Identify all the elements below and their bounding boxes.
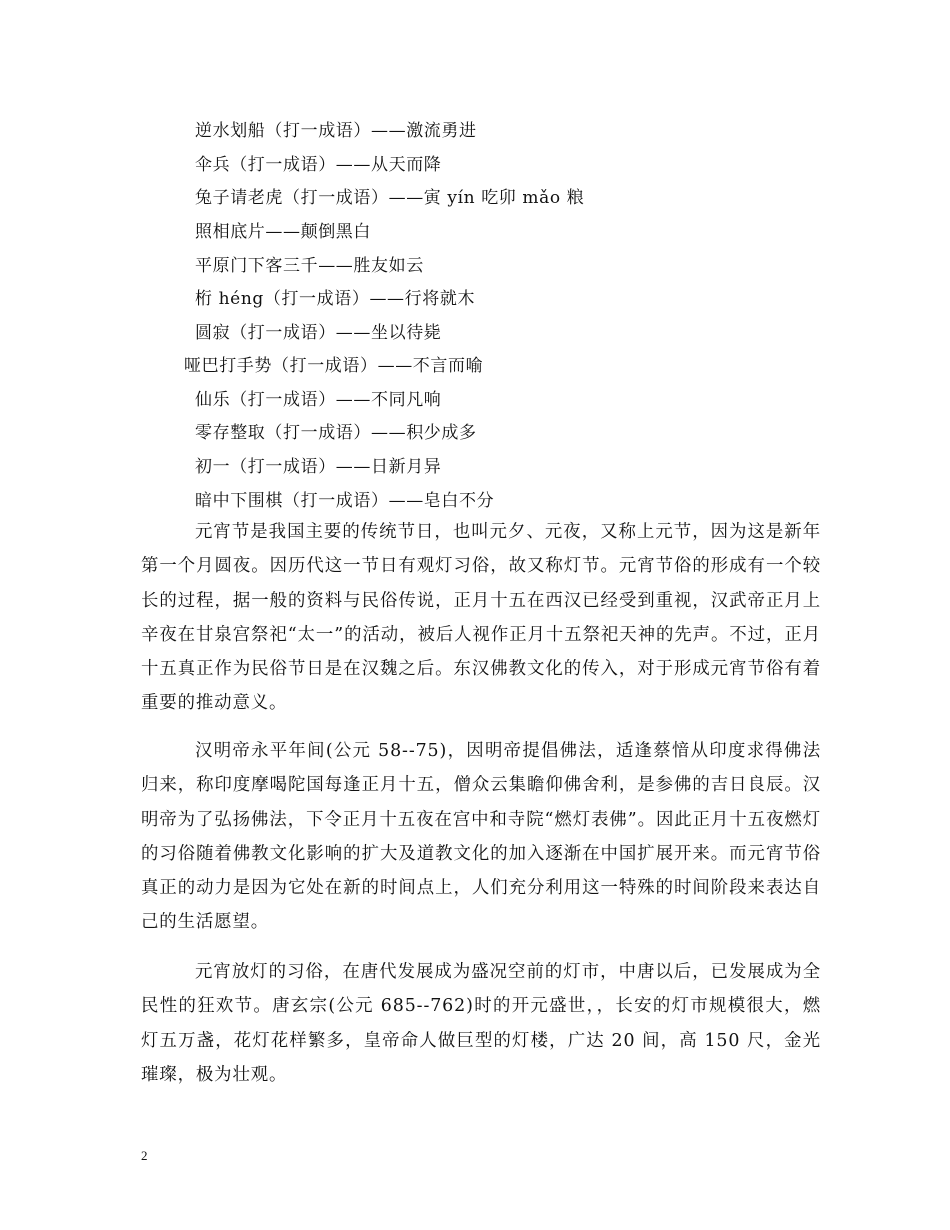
- riddle-line: 兔子请老虎（打一成语）——寅 yín 吃卯 mǎo 粮: [195, 188, 585, 208]
- body-paragraph: [141, 955, 821, 1092]
- paragraph-text: 汉明帝永平年间(公元 58--75)，因明帝提倡佛法，适逢蔡愔从印度求得佛法归来，称印度摩喝陀国每逢正月十五，僧众云集瞻仰佛舍利，是参佛的吉日良辰。汉明帝为了弘扬佛法，下令正月十五夜在宫中和寺院“燃灯表佛”。因此正月十五夜燃灯的习俗随着佛教文化影响的扩大及道教文化的加入逐渐在中国扩展开来。而元宵节俗真正的动力是因为它处在新的时间点上，人们充分利用这一特殊的时间阶段来表达自己的生活愿望。: [141, 741, 821, 933]
- body-paragraph: [141, 734, 821, 940]
- riddle-line: 逆水划船（打一成语）——激流勇进: [195, 121, 477, 141]
- riddle-line: 桁 héng（打一成语）——行将就木: [195, 289, 476, 309]
- page-number: 2: [141, 1148, 148, 1163]
- riddle-line: 零存整取（打一成语）——积少成多: [195, 423, 477, 443]
- paragraph-text: 元宵放灯的习俗，在唐代发展成为盛况空前的灯市，中唐以后，已发展成为全民性的狂欢节。唐玄宗(公元 685--762)时的开元盛世，，长安的灯市规模很大，燃灯五万盏，花灯花样繁多，皇帝命人做巨型的灯楼，广达 20 间，高 150 尺，金光璀璨，极为壮观。: [141, 962, 821, 1085]
- riddle-line: 伞兵（打一成语）——从天而降: [195, 155, 442, 175]
- paragraph-text: 元宵节是我国主要的传统节日，也叫元夕、元夜，又称上元节，因为这是新年第一个月圆夜。因历代这一节日有观灯习俗，故又称灯节。元宵节俗的形成有一个较长的过程，据一般的资料与民俗传说，正月十五在西汉已经受到重视，汉武帝正月上辛夜在甘泉宫祭祀“太一”的活动，被后人视作正月十五祭祀天神的先声。不过，正月十五真正作为民俗节日是在汉魏之后。东汉佛教文化的传入，对于形成元宵节俗有着重要的推动意义。: [141, 522, 821, 714]
- riddle-line: 平原门下客三千——胜友如云: [195, 256, 424, 276]
- riddle-line: 照相底片——颠倒黑白: [195, 222, 371, 242]
- riddle-line: 初一（打一成语）——日新月异: [195, 457, 442, 477]
- body-paragraph: [141, 515, 821, 721]
- riddle-line: 仙乐（打一成语）——不同凡响: [195, 390, 442, 410]
- riddle-line: 圆寂（打一成语）——坐以待毙: [195, 323, 442, 343]
- riddle-line: 哑巴打手势（打一成语）——不言而喻: [184, 356, 484, 376]
- riddle-line: 暗中下围棋（打一成语）——皂白不分: [195, 491, 495, 511]
